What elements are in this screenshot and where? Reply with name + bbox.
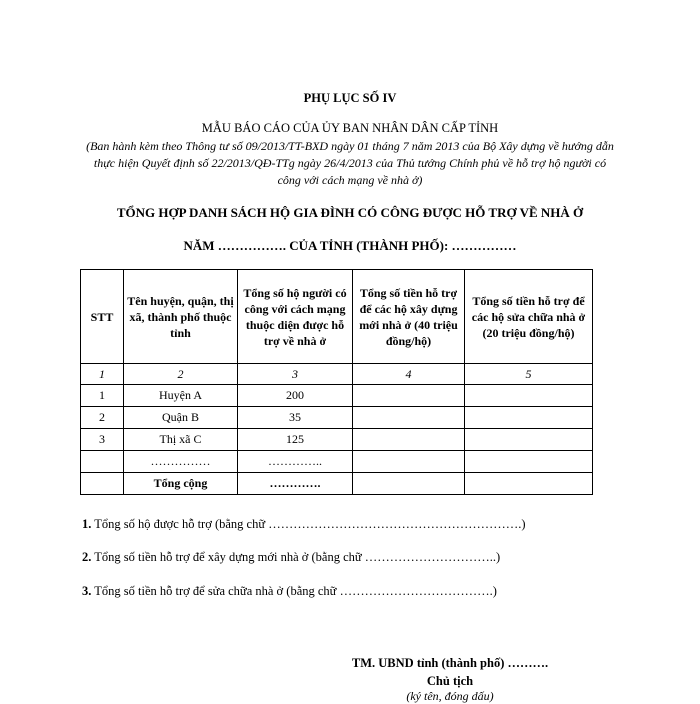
total-households: …………. (238, 473, 353, 495)
summary-text: Tổng số hộ được hỗ trợ (bằng chữ …………………………………………………….) (94, 517, 526, 531)
cell-stt (81, 473, 124, 495)
cell-households: ………….. (238, 451, 353, 473)
cell-repair-amount (465, 451, 593, 473)
table-row (81, 451, 593, 473)
column-number: 3 (238, 364, 353, 385)
main-title: TỔNG HỢP DANH SÁCH HỘ GIA ĐÌNH CÓ CÔNG ĐƯỢC HỖ TRỢ VỀ NHÀ Ở (116, 205, 584, 220)
cell-new-build-amount (353, 407, 465, 429)
summary-text: Tổng số tiền hỗ trợ để sửa chữa nhà ở (bằng chữ ……………………………….) (94, 584, 497, 598)
column-number: 2 (124, 364, 238, 385)
column-number: 4 (353, 364, 465, 385)
appendix-heading: PHỤ LỤC SỐ IV (303, 91, 397, 105)
cell-stt: 3 (81, 429, 124, 451)
cell-district: Thị xã C (124, 429, 238, 451)
summary-line-households (82, 517, 526, 532)
summary-line-new-build (82, 550, 500, 565)
cell-repair-amount (465, 385, 593, 407)
header-cell-district: Tên huyện, quận, thị xã, thành phố thuộc tỉnh (124, 270, 238, 364)
column-number: 5 (465, 364, 593, 385)
total-label: Tổng cộng (124, 473, 238, 495)
summary-number: 1. (82, 517, 92, 531)
signature-note: (ký tên, đóng dấu) (406, 689, 494, 703)
table-row (81, 407, 593, 429)
table-header-row (81, 270, 593, 364)
issued-note: (Ban hành kèm theo Thông tư số 09/2013/TT-BXD ngày 01 tháng 7 năm 2013 của Bộ Xây dựng về hướng dẫn thực hiện Quyết định số 22/2013/QĐ-TTg ngày 26/4/2013 của Thủ tướng Chính phủ về hỗ trợ hộ người có công với cách mạng về nhà ở) (86, 139, 614, 187)
header-cell-repair-amount: Tổng số tiền hỗ trợ để các hộ sửa chữa nhà ở (20 triệu đồng/hộ) (465, 270, 593, 364)
summary-number: 2. (82, 550, 92, 564)
total-repair-amount (465, 473, 593, 495)
cell-households: 35 (238, 407, 353, 429)
cell-stt: 1 (81, 385, 124, 407)
table-row (81, 385, 593, 407)
cell-district: Quận B (124, 407, 238, 429)
table-total-row (81, 473, 593, 495)
cell-repair-amount (465, 407, 593, 429)
cell-repair-amount (465, 429, 593, 451)
cell-new-build-amount (353, 429, 465, 451)
cell-new-build-amount (353, 451, 465, 473)
total-new-build-amount (353, 473, 465, 495)
year-province-line: NĂM ……………. CỦA TỈNH (THÀNH PHỐ): …………… (183, 238, 517, 253)
summary-number: 3. (82, 584, 92, 598)
column-number: 1 (81, 364, 124, 385)
form-title: MẪU BÁO CÁO CỦA ỦY BAN NHÂN DÂN CẤP TỈNH (201, 121, 499, 135)
cell-district: Huyện A (124, 385, 238, 407)
header-cell-new-build-amount: Tổng số tiền hỗ trợ để các hộ xây dựng mới nhà ở (40 triệu đồng/hộ) (353, 270, 465, 364)
cell-stt (81, 451, 124, 473)
cell-stt: 2 (81, 407, 124, 429)
cell-households: 125 (238, 429, 353, 451)
cell-district: …………… (124, 451, 238, 473)
summary-line-repair (82, 584, 497, 599)
column-number-row (81, 364, 593, 385)
header-cell-stt: STT (81, 270, 124, 364)
signature-organization: TM. UBND tỉnh (thành phố) ………. (351, 656, 549, 670)
cell-new-build-amount (353, 385, 465, 407)
header-cell-households: Tổng số hộ người có công với cách mạng thuộc diện được hỗ trợ về nhà ở (238, 270, 353, 364)
table-row (81, 429, 593, 451)
cell-households: 200 (238, 385, 353, 407)
summary-table (80, 269, 593, 495)
summary-text: Tổng số tiền hỗ trợ để xây dựng mới nhà ở (bằng chữ …………………………..) (94, 550, 501, 564)
signature-title: Chủ tịch (426, 674, 474, 688)
